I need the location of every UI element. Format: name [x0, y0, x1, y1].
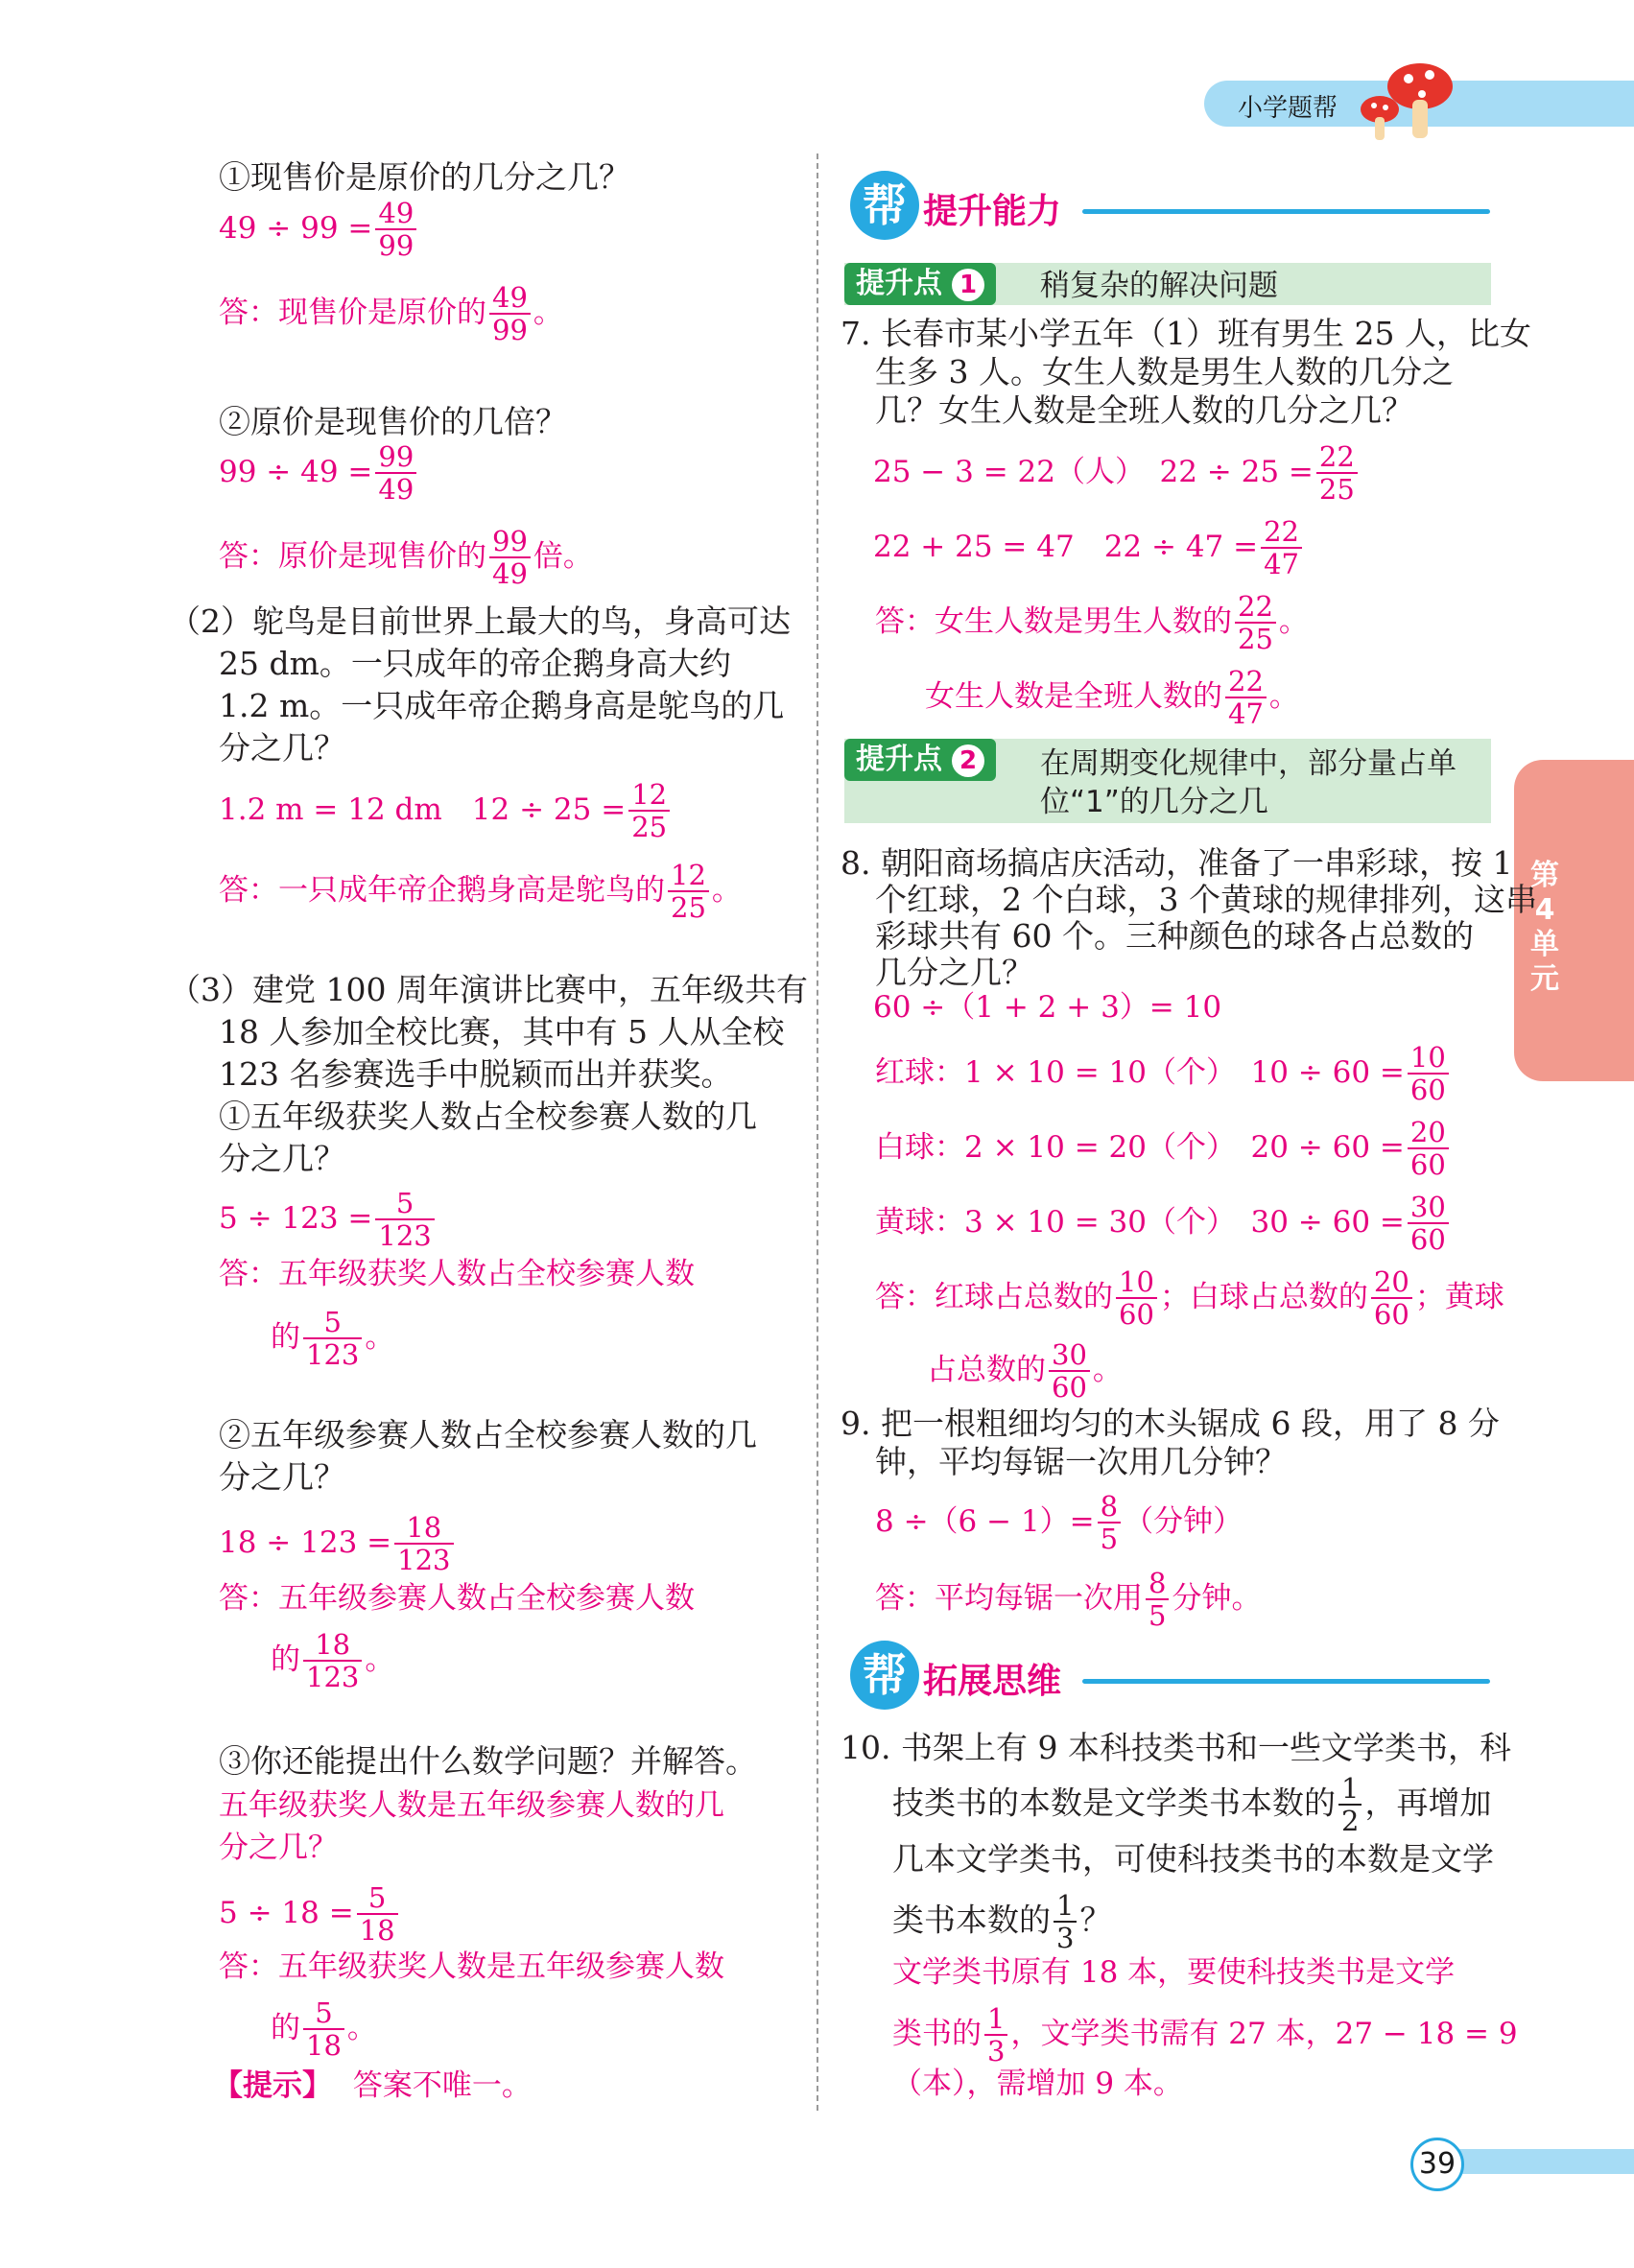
answer-line: 的 $\frac{18}{123}$ 。: [271, 1628, 395, 1693]
answer-line: 占总数的 $\frac{30}{60}$ 。: [927, 1338, 1123, 1404]
question-line: 类书本数的 $\frac{1}{3}$ ？: [892, 1889, 1112, 1954]
question-line: 10. 书架上有 9 本科技类书和一些文学类书，科: [841, 1729, 1511, 1766]
question-line: （3）建党 100 周年演讲比赛中，五年级共有: [169, 971, 808, 1008]
page-number: 39: [1410, 2138, 1464, 2191]
answer-line: 25 − 3 = 22（人） 22 ÷ 25 = $\frac{22}{25}$: [873, 443, 1361, 504]
answer-line: 五年级获奖人数是五年级参赛人数的几: [219, 1788, 724, 1823]
section-badge: 帮: [850, 171, 919, 240]
topic-tag: 提升点 1: [844, 263, 996, 305]
question-line: 几分之几？: [875, 954, 1033, 991]
question-line: 8. 朝阳商场搞店庆活动，准备了一串彩球，按 1: [841, 844, 1513, 882]
answer-line: 5 ÷ 123 = $\frac{5}{123}$: [219, 1190, 438, 1250]
question-line: （2）鸵鸟是目前世界上最大的鸟，身高可达: [169, 602, 791, 640]
hint-line: [213, 2067, 532, 2105]
question-line: 钟，平均每锯一次用几分钟？: [875, 1443, 1287, 1480]
question-line: ①五年级获奖人数占全校参赛人数的几: [219, 1098, 757, 1135]
question-line: 9. 把一根粗细均匀的木头锯成 6 段，用了 8 分: [841, 1405, 1500, 1442]
section-title: 提升能力: [923, 192, 1062, 231]
answer-line: 答：五年级参赛人数占全校参赛人数: [219, 1581, 695, 1616]
section-rule: [1082, 1679, 1490, 1684]
question-line: ②五年级参赛人数占全校参赛人数的几: [219, 1416, 757, 1453]
question-line: 123 名参赛选手中脱颖而出并获奖。: [219, 1055, 733, 1093]
question-line: 7. 长春市某小学五年（1）班有男生 25 人，比女: [841, 315, 1531, 352]
answer-line: 8 ÷（6 − 1）= $\frac{8}{5}$ （分钟）: [875, 1490, 1243, 1555]
section-rule: [1082, 209, 1490, 214]
mushroom-icon: [1343, 58, 1468, 149]
question-line: ①现售价是原价的几分之几？: [219, 158, 630, 196]
answer-line: 答：五年级获奖人数占全校参赛人数: [219, 1257, 695, 1291]
topic-title: 在周期变化规律中，部分量占单: [1040, 746, 1456, 781]
answer-line: 文学类书原有 18 本，要使科技类书是文学: [892, 1955, 1456, 1990]
answer-line: 60 ÷（1 + 2 + 3）= 10: [873, 990, 1222, 1025]
question-line: 25 dm。一只成年的帝企鹅身高大约: [219, 645, 731, 682]
answer-line: 18 ÷ 123 = $\frac{18}{123}$: [219, 1514, 457, 1574]
answer-line: 女生人数是全班人数的 $\frac{22}{47}$ 。: [925, 665, 1299, 730]
topic-title: 位“1”的几分之几: [1040, 785, 1268, 819]
answer-line: 黄球：3 × 10 = 30（个） 30 ÷ 60 = $\frac{30}{60}$: [875, 1193, 1452, 1254]
section-badge: 帮: [850, 1641, 919, 1710]
question-line: 分之几？: [219, 1458, 345, 1496]
topic-tag: 提升点 2: [844, 739, 996, 781]
answer-line: 22 + 25 = 47 22 ÷ 47 = $\frac{22}{47}$: [873, 518, 1305, 579]
answer-line: 答：一只成年帝企鹅身高是鸵鸟的 $\frac{12}{25}$ 。: [219, 859, 742, 924]
question-line: 彩球共有 60 个。三种颜色的球各占总数的: [875, 917, 1474, 955]
section-title: 拓展思维: [923, 1662, 1062, 1701]
column-divider: [817, 154, 818, 2111]
question-line: 1.2 m。一只成年帝企鹅身高是鸵鸟的几: [219, 687, 785, 724]
question-line: 分之几？: [219, 1140, 345, 1177]
answer-line: 5 ÷ 18 = $\frac{5}{18}$: [219, 1884, 401, 1945]
question-line: ③你还能提出什么数学问题？并解答。: [219, 1742, 757, 1780]
answer-line: 答：平均每锯一次用 $\frac{8}{5}$ 分钟。: [875, 1567, 1262, 1632]
answer-line: 答：原价是现售价的 $\frac{99}{49}$ 倍。: [219, 525, 593, 590]
answer-line: 1.2 m = 12 dm 12 ÷ 25 = $\frac{12}{25}$: [219, 781, 673, 841]
hint-text: 答案不唯一。: [352, 2068, 532, 2103]
unit-label: 第4单元: [1530, 859, 1559, 996]
answer-line: 红球：1 × 10 = 10（个） 10 ÷ 60 = $\frac{10}{60}$: [875, 1044, 1452, 1104]
question-line: 生多 3 人。女生人数是男生人数的几分之: [875, 353, 1454, 390]
answer-line: （本），需增加 9 本。: [892, 2067, 1183, 2101]
hint-label: 【提示】: [213, 2068, 332, 2103]
answer-line: 白球：2 × 10 = 20（个） 20 ÷ 60 = $\frac{20}{60}$: [875, 1119, 1452, 1179]
answer-line: 答：红球占总数的 $\frac{10}{60}$ ；白球占总数的 $\frac{20}{60}$ ；黄球: [875, 1265, 1504, 1331]
question-line: 技类书的本数是文学类书本数的 $\frac{1}{2}$ ，再增加: [892, 1772, 1492, 1837]
answer-line: 类书的 $\frac{1}{3}$ ，文学类书需有 27 本，27 − 18 = 9: [892, 2002, 1518, 2067]
brand-title: 小学题帮: [1238, 94, 1338, 123]
question-line: 分之几？: [219, 729, 345, 767]
topic-title: 稍复杂的解决问题: [1040, 269, 1278, 303]
answer-line: 答：女生人数是男生人数的 $\frac{22}{25}$ 。: [875, 590, 1309, 655]
question-line: 个红球，2 个白球，3 个黄球的规律排列，这串: [875, 881, 1537, 918]
answer-line: 答：现售价是原价的 $\frac{49}{99}$ 。: [219, 281, 563, 346]
answer-line: 的 $\frac{5}{123}$ 。: [271, 1306, 395, 1371]
answer-line: 99 ÷ 49 = $\frac{99}{49}$: [219, 443, 419, 504]
answer-line: 答：五年级获奖人数是五年级参赛人数: [219, 1949, 724, 1984]
answer-line: 的 $\frac{5}{18}$ 。: [271, 1996, 377, 2062]
question-line: 18 人参加全校比赛，其中有 5 人从全校: [219, 1013, 785, 1051]
question-line: 几？女生人数是全班人数的几分之几？: [875, 391, 1413, 429]
question-line: 几本文学类书，可使科技类书的本数是文学: [892, 1840, 1494, 1878]
question-line: ②原价是现售价的几倍？: [219, 403, 567, 440]
page-number-bar: [1439, 2149, 1634, 2174]
answer-line: 49 ÷ 99 = $\frac{49}{99}$: [219, 200, 419, 260]
answer-line: 分之几？: [219, 1831, 338, 1865]
